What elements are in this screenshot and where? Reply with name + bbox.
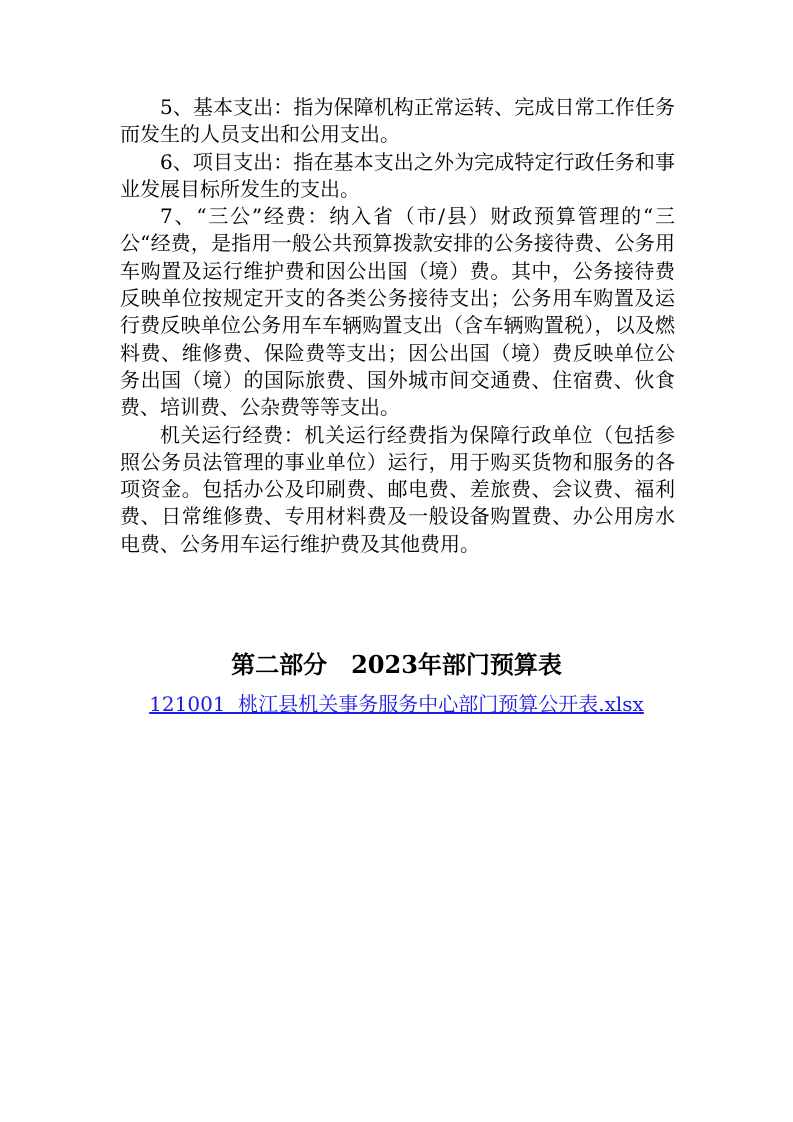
paragraph-three-public-funds: 7、“三公”经费：纳入省（市/县）财政预算管理的“三公“经费，是指用一般公共预算拨款安排的公务接待费、公务用车购置及运行维护费和因公出国（境）费。其中，公务接待费反映单位按规定开支的各类公务接待支出；公务用车购置及运行费反映单位公务用车车辆购置支出（含车辆购置税），以及燃料费、维修费、保险费等支出；因公出国（境）费反映单位公务出国（境）的国际旅费、国外城市间交通费、住宿费、伙食费、培训费、公杂费等等支出。 — [120, 204, 675, 420]
body-text — [120, 94, 675, 558]
paragraph-basic-expenditure: 5、基本支出：指为保障机构正常运转、完成日常工作任务而发生的人员支出和公用支出。 — [120, 95, 675, 147]
paragraph-operating-funds: 机关运行经费：机关运行经费指为保障行政单位（包括参照公务员法管理的事业单位）运行，用于购买货物和服务的各项资金。包括办公及印刷费、邮电费、差旅费、会议费、福利费、日常维修费、专用材料费及一般设备购置费、办公用房水电费、公务用车运行维护费及其他费用。 — [120, 422, 675, 556]
section-title: 第二部分 2023年部门预算表 — [231, 650, 562, 679]
attachment-link[interactable]: 121001 桃江县机关事务服务中心部门预算公开表.xlsx — [149, 692, 644, 716]
paragraph-project-expenditure: 6、项目支出：指在基本支出之外为完成特定行政任务和事业发展目标所发生的支出。 — [120, 149, 675, 201]
